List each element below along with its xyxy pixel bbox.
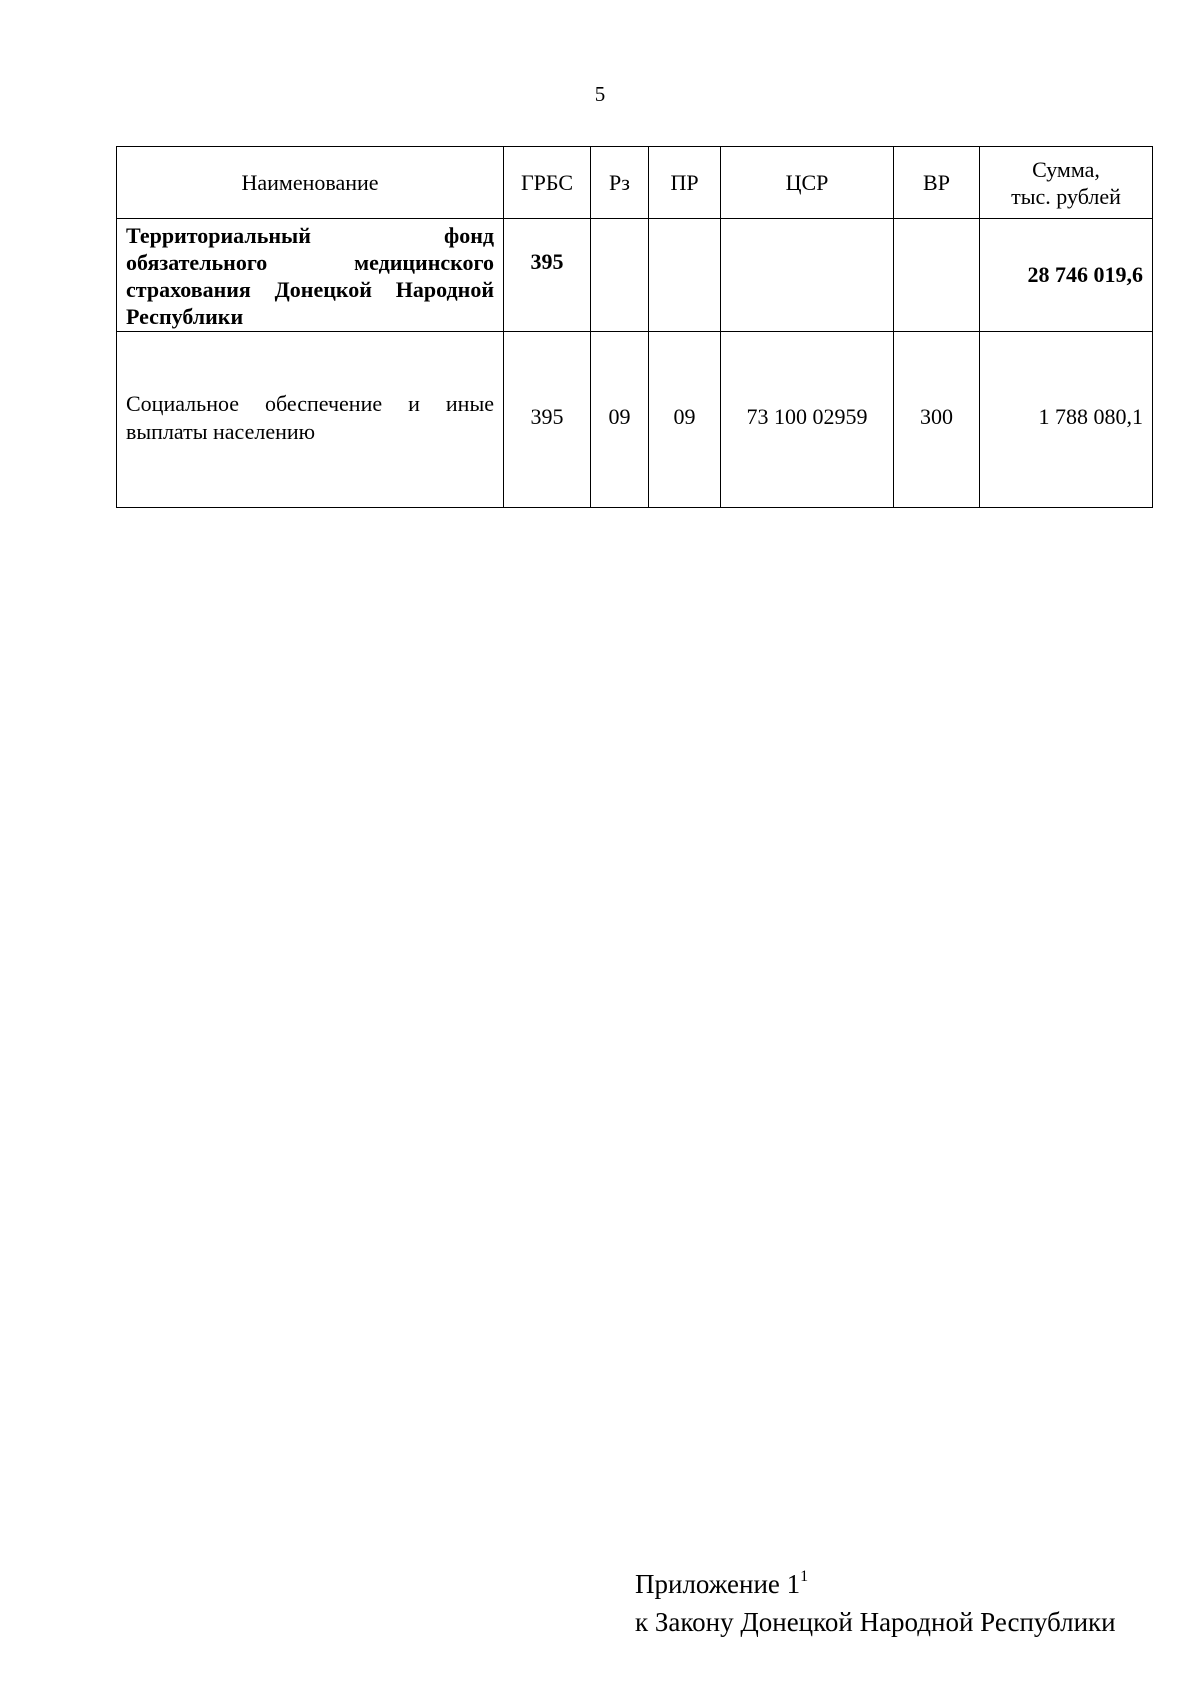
appendix-superscript: 1 bbox=[800, 1568, 809, 1585]
appendix-caption bbox=[635, 1565, 1116, 1641]
header-sum bbox=[980, 147, 1153, 219]
appendix-subtitle: к Закону Донецкой Народной Республики bbox=[635, 1607, 1116, 1637]
header-rz: Рз bbox=[591, 147, 649, 219]
cell-csr: 73 100 02959 bbox=[721, 332, 894, 508]
cell-vr: 300 bbox=[894, 332, 980, 508]
cell-pr bbox=[649, 219, 721, 332]
cell-name: Социальное обеспечение и иные выплаты населению bbox=[117, 332, 504, 508]
cell-pr: 09 bbox=[649, 332, 721, 508]
cell-csr bbox=[721, 219, 894, 332]
appendix-title-line bbox=[635, 1565, 1116, 1603]
table-header-row bbox=[117, 147, 1153, 219]
appendix-title: Приложение 1 bbox=[635, 1569, 801, 1599]
header-name: Наименование bbox=[117, 147, 504, 219]
cell-name: Территориальный фонд обязательного медицинского страхования Донецкой Народной Республики bbox=[117, 219, 504, 332]
header-pr: ПР bbox=[649, 147, 721, 219]
cell-sum: 28 746 019,6 bbox=[980, 219, 1153, 332]
cell-grbs: 395 bbox=[504, 332, 591, 508]
header-vr: ВР bbox=[894, 147, 980, 219]
cell-vr bbox=[894, 219, 980, 332]
cell-sum: 1 788 080,1 bbox=[980, 332, 1153, 508]
table-row bbox=[117, 219, 1153, 332]
header-grbs: ГРБС bbox=[504, 147, 591, 219]
page-number: 5 bbox=[594, 82, 606, 106]
cell-grbs: 395 bbox=[504, 219, 591, 332]
budget-table bbox=[116, 146, 1153, 508]
header-csr: ЦСР bbox=[721, 147, 894, 219]
table-row bbox=[117, 332, 1153, 508]
cell-rz: 09 bbox=[591, 332, 649, 508]
cell-rz bbox=[591, 219, 649, 332]
header-sum-line2: тыс. рублей bbox=[1011, 183, 1121, 209]
header-sum-line1: Сумма, bbox=[1032, 156, 1100, 182]
